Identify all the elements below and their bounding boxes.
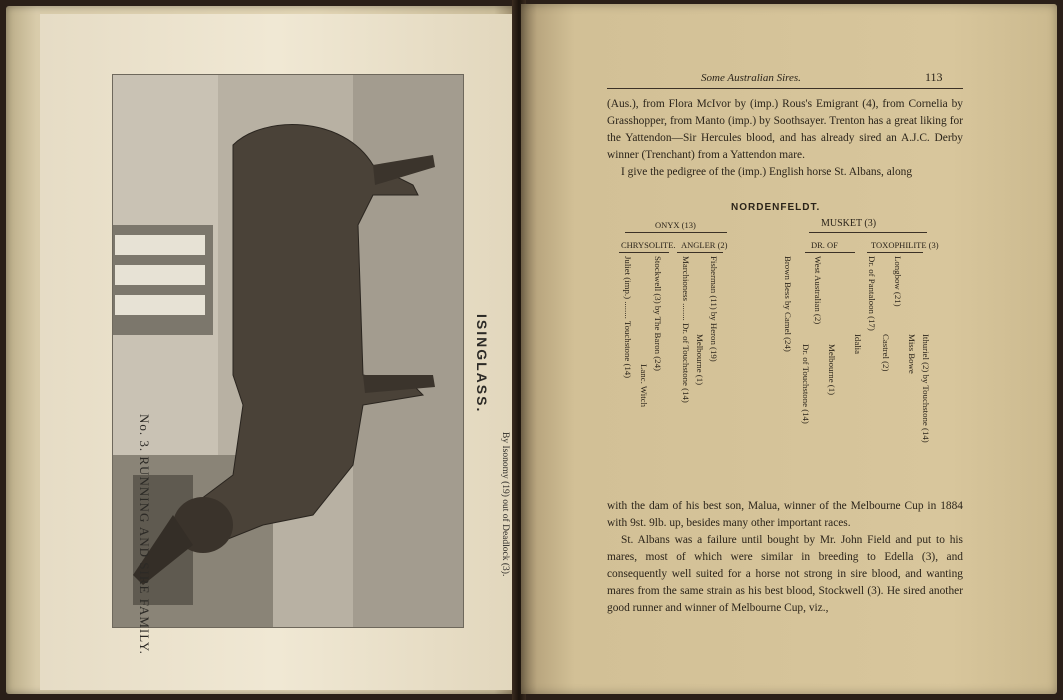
pedigree-grandsire: CHRYSOLITE. <box>621 240 676 250</box>
pedigree-title: NORDENFELDT. <box>731 202 821 213</box>
pedigree-entry: Longbow (21) <box>893 256 903 307</box>
paragraph: St. Albans was a failure until bought by Mr. John Field and put to his mares, most of which were similar in breeding to Edella (3), and consequently well suited for a horse not strong in sire blood, and wanting mares from the same strain as his best blood, Stockwell (3). He sired another good runner and winner of Melbourne Cup, viz., <box>607 534 963 614</box>
paragraph: with the dam of his best son, Malua, winner of the Melbourne Cup in 1884 with 9st. 9lb. up, besides many other important races. <box>607 500 963 529</box>
pedigree-entry: Idalia <box>853 334 863 355</box>
pedigree-bracket <box>619 252 669 253</box>
pedigree-bracket <box>677 252 723 253</box>
pedigree-granddam: ANGLER (2) <box>681 240 728 250</box>
header-rule <box>607 88 963 89</box>
pedigree-entry: Dr. of Touchstone (14) <box>801 344 811 424</box>
horse-image <box>113 75 463 627</box>
pedigree-bracket <box>867 252 923 253</box>
horse-photograph <box>112 74 464 628</box>
pedigree-bracket <box>625 232 727 233</box>
text-block-top <box>607 96 963 181</box>
pedigree-entry: Ithuriel (2) by Touchstone (14) <box>921 334 931 443</box>
right-page <box>521 4 1057 694</box>
pedigree-grandsire: DR. OF <box>811 240 838 250</box>
pedigree-entry: West Australian (2) <box>813 256 823 325</box>
text-block-bottom <box>607 498 963 617</box>
pedigree-entry: Lanc. Witch <box>639 364 649 407</box>
plate-title: ISINGLASS. <box>474 314 490 414</box>
plate-subtitle: By Isonomy (19) out of Deadlock (3). <box>500 432 510 577</box>
plate-caption: No. 3. RUNNING AND SIRE FAMILY. <box>137 414 152 655</box>
pedigree-bracket <box>805 252 855 253</box>
pedigree-entry: Fisherman (11) by Heron (19) <box>709 256 719 362</box>
plate <box>40 14 512 690</box>
pedigree-bracket <box>809 232 927 233</box>
left-page <box>6 6 520 694</box>
paragraph: I give the pedigree of the (imp.) English horse St. Albans, along <box>621 166 913 178</box>
pedigree-granddam: TOXOPHILITE (3) <box>871 240 939 250</box>
paragraph: (Aus.), from Flora McIvor by (imp.) Rous's Emigrant (4), from Cornelia by Grasshopper, from Manto (imp.) by Soothsayer. Trenton has a great liking for the Yattendon—Sir Hercules blood, and has already sired an A.J.C. Derby winner (Trenchant) from a Yattendon mare. <box>607 98 963 161</box>
pedigree-sire: ONYX (13) <box>655 220 696 230</box>
pedigree-entry: Melbourne (1) <box>827 344 837 396</box>
pedigree-entry: Brown Bess by Camel (24) <box>783 256 793 352</box>
pedigree-entry: Castrel (2) <box>881 334 891 372</box>
page-number: 113 <box>925 70 943 84</box>
pedigree-entry: Dr. of Pantaloon (17) <box>867 256 877 331</box>
pedigree-entry: Melbourne (1) <box>695 334 705 386</box>
pedigree-entry: Miss Bowe <box>907 334 917 374</box>
pedigree-entry: Marchioness ........ Dr. of Touchstone (14) <box>681 256 691 403</box>
pedigree-entry: Juliet (imp.) ........ Touchstone (14) <box>623 256 633 379</box>
running-head: Some Australian Sires. <box>701 72 801 84</box>
pedigree-dam: MUSKET (3) <box>821 218 877 229</box>
pedigree-entry: Stockwell (3) by The Baron (24) <box>653 256 663 371</box>
